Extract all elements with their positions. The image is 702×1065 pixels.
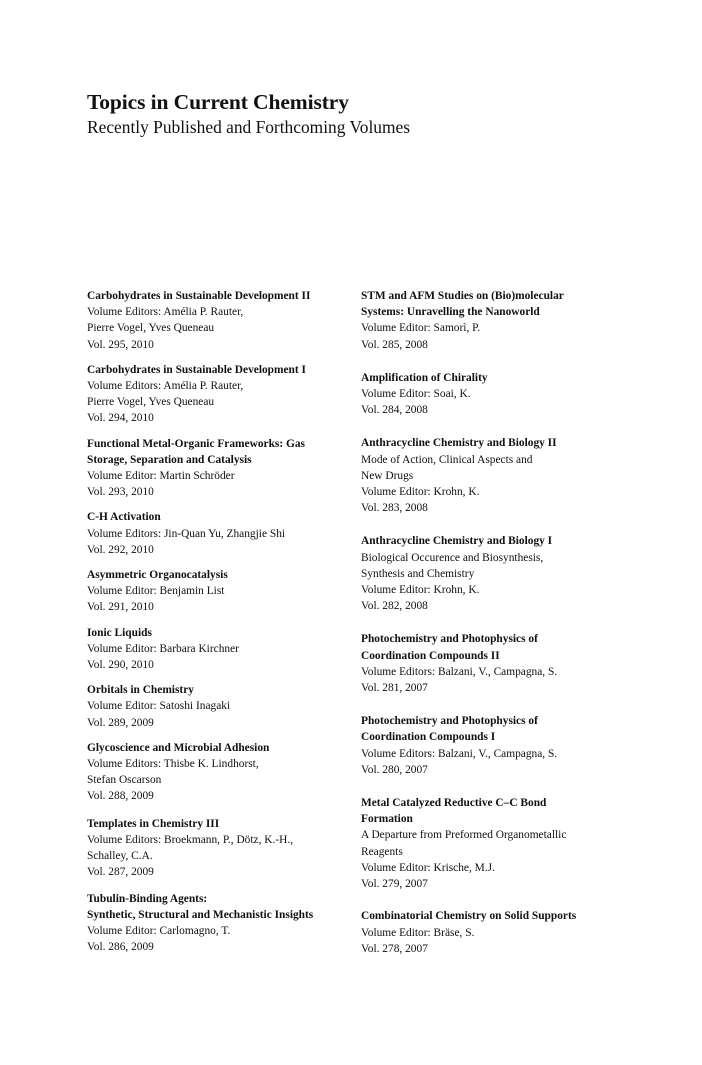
volume-detail: Pierre Vogel, Yves Queneau bbox=[87, 396, 215, 409]
volume-entry bbox=[361, 533, 661, 614]
volume-detail: Mode of Action, Clinical Aspects and bbox=[361, 453, 533, 466]
volume-detail: Vol. 292, 2010 bbox=[87, 543, 154, 556]
right-volume-list bbox=[361, 288, 661, 957]
volume-entry bbox=[87, 362, 355, 427]
volume-title: Combinatorial Chemistry on Solid Supports bbox=[361, 910, 577, 923]
volume-title: C-H Activation bbox=[87, 511, 161, 524]
volume-detail: Volume Editors: Amélia P. Rauter, bbox=[87, 380, 244, 393]
volume-detail: Volume Editor: Soai, K. bbox=[361, 388, 471, 401]
volume-title: Coordination Compounds I bbox=[361, 731, 496, 744]
volume-detail: Schalley, C.A. bbox=[87, 850, 153, 863]
volume-detail: New Drugs bbox=[361, 469, 414, 482]
volume-detail: Volume Editor: Samorì, P. bbox=[361, 322, 481, 335]
volume-title: Anthracycline Chemistry and Biology I bbox=[361, 535, 553, 548]
volume-detail: Stefan Oscarson bbox=[87, 774, 162, 787]
left-volume-list bbox=[87, 288, 355, 955]
volume-detail: Volume Editor: Krohn, K. bbox=[361, 486, 480, 499]
volume-detail: Vol. 286, 2009 bbox=[87, 941, 154, 954]
volume-detail: Volume Editor: Carlomagno, T. bbox=[87, 924, 231, 937]
volume-entry bbox=[361, 795, 661, 892]
volume-detail: Vol. 278, 2007 bbox=[361, 942, 428, 955]
volume-detail: Volume Editor: Bräse, S. bbox=[361, 926, 475, 939]
volume-entry bbox=[87, 891, 355, 956]
volume-title: Orbitals in Chemistry bbox=[87, 684, 194, 697]
volume-detail: Vol. 295, 2010 bbox=[87, 338, 154, 351]
series-title: Topics in Current Chemistry bbox=[87, 90, 349, 114]
volume-entry bbox=[87, 740, 355, 805]
volume-detail: Synthesis and Chemistry bbox=[361, 567, 475, 580]
volume-title: Systems: Unravelling the Nanoworld bbox=[361, 306, 540, 319]
volume-title: Templates in Chemistry III bbox=[87, 817, 220, 830]
volume-entry bbox=[87, 816, 355, 881]
volume-entry bbox=[87, 567, 355, 616]
volume-detail: Volume Editors: Broekmann, P., Dötz, K.-H., bbox=[87, 833, 294, 846]
volume-detail: Volume Editors: Balzani, V., Campagna, S. bbox=[361, 747, 558, 760]
volume-entry bbox=[87, 625, 355, 674]
series-subtitle: Recently Published and Forthcoming Volumes bbox=[87, 117, 410, 137]
volume-detail: Vol. 279, 2007 bbox=[361, 878, 428, 891]
volume-title: Tubulin-Binding Agents: bbox=[87, 892, 208, 905]
volume-entry bbox=[361, 631, 661, 696]
volume-detail: Vol. 290, 2010 bbox=[87, 659, 154, 672]
volume-detail: Volume Editor: Martin Schröder bbox=[87, 470, 235, 483]
volume-detail: A Departure from Preformed Organometallic bbox=[361, 829, 567, 842]
volume-entry bbox=[87, 288, 355, 353]
volume-title: Carbohydrates in Sustainable Development I bbox=[87, 363, 306, 376]
volume-detail: Volume Editor: Krische, M.J. bbox=[361, 861, 495, 874]
volume-detail: Vol. 282, 2008 bbox=[361, 600, 428, 613]
volume-detail: Volume Editor: Krohn, K. bbox=[361, 584, 480, 597]
volume-title: Asymmetric Organocatalysis bbox=[87, 569, 228, 582]
volume-entry bbox=[87, 436, 355, 501]
volume-title: Synthetic, Structural and Mechanistic Insights bbox=[87, 908, 314, 921]
volume-detail: Vol. 283, 2008 bbox=[361, 502, 428, 515]
volume-detail: Vol. 287, 2009 bbox=[87, 866, 154, 879]
volume-entry bbox=[361, 370, 661, 419]
volume-detail: Biological Occurence and Biosynthesis, bbox=[361, 551, 544, 564]
volume-title: Carbohydrates in Sustainable Development II bbox=[87, 290, 311, 302]
volume-title: Glycoscience and Microbial Adhesion bbox=[87, 741, 270, 754]
volume-title: Functional Metal-Organic Frameworks: Gas bbox=[87, 437, 305, 450]
volume-title: Formation bbox=[361, 813, 413, 826]
volume-detail: Vol. 289, 2009 bbox=[87, 716, 154, 729]
volume-title: Coordination Compounds II bbox=[361, 649, 500, 662]
volume-entry bbox=[361, 435, 661, 516]
volume-title: Metal Catalyzed Reductive C–C Bond bbox=[361, 797, 547, 810]
volume-title: STM and AFM Studies on (Bio)molecular bbox=[361, 290, 564, 302]
volume-detail: Volume Editors: Thisbe K. Lindhorst, bbox=[87, 758, 259, 771]
volume-detail: Vol. 288, 2009 bbox=[87, 790, 154, 803]
volume-entry bbox=[361, 713, 661, 778]
volume-detail: Volume Editors: Balzani, V., Campagna, S. bbox=[361, 665, 558, 678]
volume-detail: Volume Editor: Benjamin List bbox=[87, 585, 225, 598]
volume-title: Amplification of Chirality bbox=[361, 371, 488, 384]
volume-detail: Volume Editor: Satoshi Inagaki bbox=[87, 700, 231, 713]
volume-entry bbox=[87, 682, 355, 731]
volume-title: Storage, Separation and Catalysis bbox=[87, 453, 252, 466]
volume-detail: Vol. 281, 2007 bbox=[361, 682, 428, 695]
volume-title: Ionic Liquids bbox=[87, 626, 152, 639]
volume-detail: Vol. 293, 2010 bbox=[87, 486, 154, 499]
volume-detail: Vol. 280, 2007 bbox=[361, 763, 428, 776]
volume-detail: Volume Editor: Barbara Kirchner bbox=[87, 642, 239, 655]
volume-detail: Reagents bbox=[361, 845, 403, 858]
volume-detail: Vol. 284, 2008 bbox=[361, 404, 428, 417]
volume-detail: Vol. 291, 2010 bbox=[87, 601, 154, 614]
volume-entry bbox=[361, 288, 661, 353]
volume-title: Photochemistry and Photophysics of bbox=[361, 633, 538, 646]
volume-detail: Volume Editors: Jin-Quan Yu, Zhangjie Shi bbox=[87, 527, 286, 540]
volume-title: Photochemistry and Photophysics of bbox=[361, 715, 538, 728]
volume-detail: Vol. 294, 2010 bbox=[87, 412, 154, 425]
volume-entry bbox=[361, 908, 661, 957]
volume-detail: Volume Editors: Amélia P. Rauter, bbox=[87, 306, 244, 319]
volume-title: Anthracycline Chemistry and Biology II bbox=[361, 437, 557, 450]
volume-entry bbox=[87, 509, 355, 558]
volume-detail: Vol. 285, 2008 bbox=[361, 338, 428, 351]
volume-detail: Pierre Vogel, Yves Queneau bbox=[87, 322, 215, 335]
